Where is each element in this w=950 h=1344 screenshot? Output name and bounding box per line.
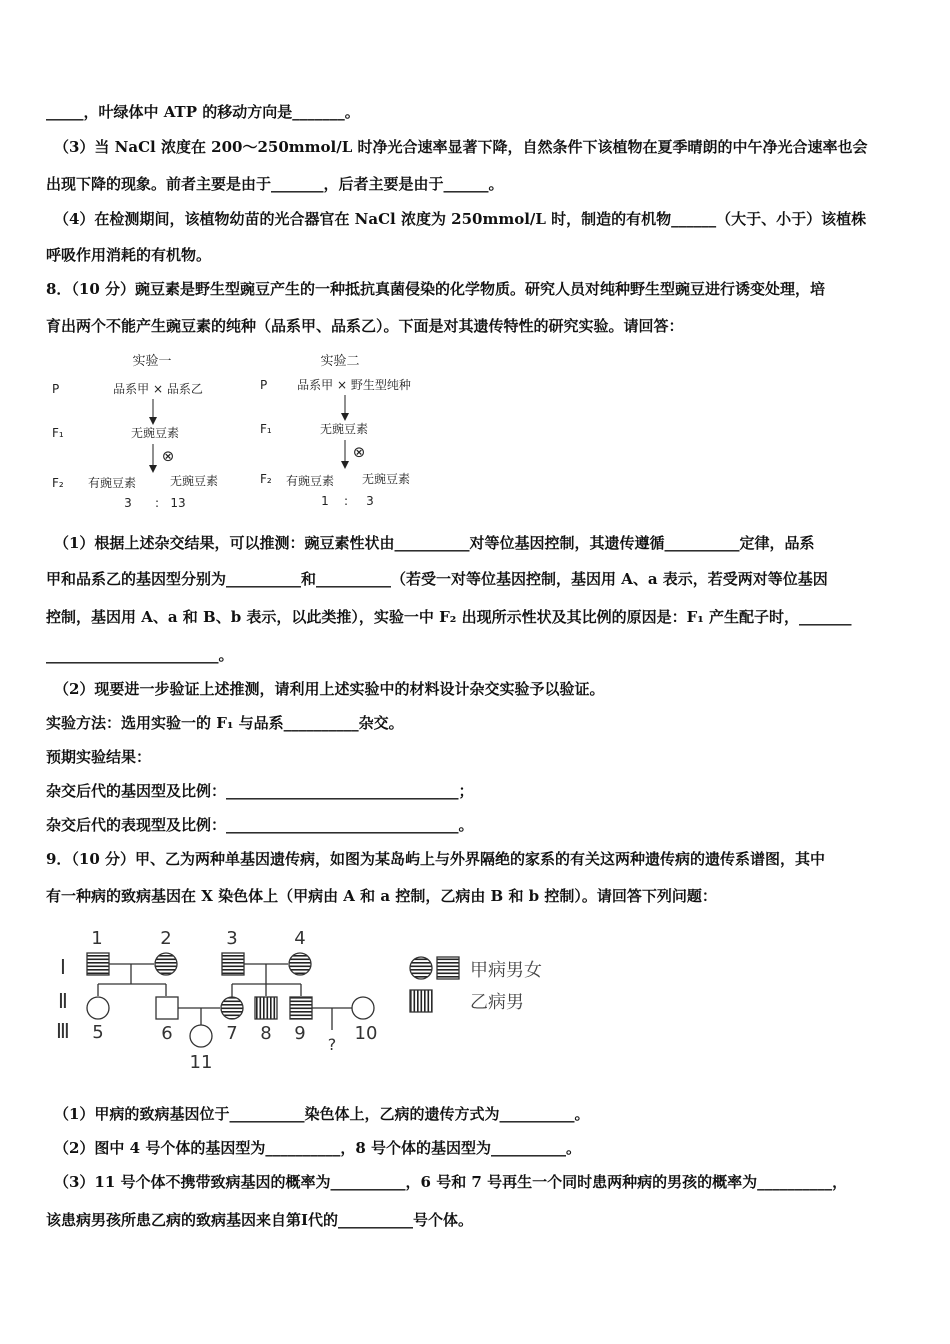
individual-number: 1 bbox=[91, 928, 103, 949]
arrow-head bbox=[341, 413, 349, 421]
legend-male-yi-icon bbox=[410, 990, 432, 1012]
text-line: 甲和品系乙的基因型分别为__________和__________（若受一对等位基因控制，基因用 A、a 表示，若受两对等位基因 bbox=[46, 570, 828, 588]
exp1-ratio-a: 3 bbox=[124, 496, 132, 510]
individual-number: 3 bbox=[226, 928, 238, 949]
exp1-f2-none: 无豌豆素 bbox=[169, 474, 219, 488]
individual-number: 8 bbox=[260, 1023, 272, 1044]
text-line: 呼吸作用消耗的有机物。 bbox=[46, 246, 212, 264]
question-9: 9．（10 分）甲、乙为两种单基因遗传病，如图为某岛屿上与外界隔绝的家系的有关这两种遗传病的遗传系谱图，其中 bbox=[46, 850, 826, 868]
individual-number: 11 bbox=[189, 1052, 213, 1073]
exp2-f1-phenotype: 无豌豆素 bbox=[319, 422, 369, 436]
exp2-title: 实验二 bbox=[320, 354, 360, 369]
individual-3 bbox=[222, 953, 244, 975]
exp2-f2-none: 无豌豆素 bbox=[361, 472, 411, 486]
generation-label: Ⅲ bbox=[56, 1019, 70, 1043]
exp2-f2-has: 有豌豆素 bbox=[285, 474, 335, 488]
gen-f1-label: F₁ bbox=[260, 422, 272, 436]
text-line: （4）在检测期间，该植物幼苗的光合器官在 NaCl 浓度为 250mmol/L 时，制造的有机物______（大于、小于）该植株 bbox=[54, 210, 867, 228]
text-line: 实验方法：选用实验一的 F₁ 与品系__________杂交。 bbox=[46, 714, 404, 732]
text-line: （1）甲病的致病基因位于__________染色体上，乙病的遗传方式为__________。 bbox=[54, 1105, 590, 1123]
gen-p-label: P bbox=[260, 378, 268, 392]
individual-4 bbox=[289, 953, 311, 975]
legend-jia: 甲病男女 bbox=[470, 960, 542, 981]
exp1-title: 实验一 bbox=[132, 354, 172, 369]
text-line: 育出两个不能产生豌豆素的纯种（品系甲、品系乙）。下面是对其遗传特性的研究实验。请回答： bbox=[46, 317, 684, 335]
text-line: 出现下降的现象。前者主要是由于_______，后者主要是由于______。 bbox=[46, 175, 504, 193]
unknown-offspring-mark: ? bbox=[327, 1035, 337, 1054]
generation-label: Ⅱ bbox=[58, 989, 68, 1013]
individual-1 bbox=[87, 953, 109, 975]
individual-8 bbox=[255, 997, 277, 1019]
individual-2 bbox=[155, 953, 177, 975]
text-line: （2）图中 4 号个体的基因型为__________，8 号个体的基因型为__________。 bbox=[54, 1139, 581, 1157]
individual-number: 7 bbox=[226, 1023, 238, 1044]
text-line: 该患病男孩所患乙病的致病基因来自第Ⅰ代的__________号个体。 bbox=[46, 1211, 474, 1229]
text-line: 杂交后代的基因型及比例：_______________________________； bbox=[46, 782, 474, 800]
arrow-head bbox=[149, 417, 157, 425]
text-line: _______________________。 bbox=[46, 646, 234, 664]
pea-experiment-diagram bbox=[44, 345, 424, 515]
exp1-f2-has: 有豌豆素 bbox=[87, 476, 137, 490]
pedigree-chart bbox=[46, 920, 586, 1075]
text-line: 预期实验结果： bbox=[46, 748, 152, 766]
exp2-ratio-colon: : bbox=[343, 494, 349, 508]
legend-female-jia-icon bbox=[410, 957, 432, 979]
individual-number: 9 bbox=[294, 1023, 306, 1044]
gen-f2-label: F₂ bbox=[260, 472, 272, 486]
individual-10 bbox=[352, 997, 374, 1019]
exp1-ratio-colon: : bbox=[154, 496, 160, 510]
gen-f2-label: F₂ bbox=[52, 476, 64, 490]
arrow-head bbox=[149, 465, 157, 473]
text-line: （1）根据上述杂交结果，可以推测：豌豆素性状由__________对等位基因控制，其遗传遵循__________定律，品系 bbox=[54, 534, 815, 552]
gen-p-label: P bbox=[52, 382, 60, 396]
individual-number: 5 bbox=[92, 1022, 104, 1043]
individual-11 bbox=[190, 1025, 212, 1047]
text-line: _____，叶绿体中 ATP 的移动方向是_______。 bbox=[46, 103, 360, 121]
arrow-head bbox=[341, 461, 349, 469]
generation-label: Ⅰ bbox=[60, 955, 66, 979]
selfing-symbol: ⊗ bbox=[352, 443, 366, 461]
exp1-ratio-b: 13 bbox=[170, 496, 186, 510]
text-line: （3）当 NaCl 浓度在 200～250mmol/L 时净光合速率显著下降，自然条件下该植物在夏季晴朗的中午净光合速率也会 bbox=[54, 138, 868, 156]
individual-number: 10 bbox=[354, 1023, 378, 1044]
text-line: 有一种病的致病基因在 X 染色体上（甲病由 A 和 a 控制，乙病由 B 和 b 控制）。请回答下列问题： bbox=[46, 887, 717, 905]
individual-6 bbox=[156, 997, 178, 1019]
gen-f1-label: F₁ bbox=[52, 426, 64, 440]
text-line: （2）现要进一步验证上述推测，请利用上述实验中的材料设计杂交实验予以验证。 bbox=[54, 680, 605, 698]
individual-5 bbox=[87, 997, 109, 1019]
exp1-f1-phenotype: 无豌豆素 bbox=[130, 426, 180, 440]
text-line: 控制，基因用 A、a 和 B、b 表示，以此类推），实验一中 F₂ 出现所示性状及其比例的原因是：F₁ 产生配子时，_______ bbox=[46, 608, 852, 626]
individual-7 bbox=[221, 997, 243, 1019]
legend-yi: 乙病男 bbox=[470, 992, 524, 1013]
individual-9 bbox=[290, 997, 312, 1019]
legend-male-jia-icon bbox=[437, 957, 459, 979]
exp2-ratio-b: 3 bbox=[366, 494, 374, 508]
question-8: 8．（10 分）豌豆素是野生型豌豆产生的一种抵抗真菌侵染的化学物质。研究人员对纯种野生型豌豆进行诱变处理，培 bbox=[46, 280, 826, 298]
exp2-cross: 品系甲 × 野生型纯种 bbox=[297, 378, 411, 392]
exp1-cross: 品系甲 × 品系乙 bbox=[113, 382, 203, 396]
text-line: （3）11 号个体不携带致病基因的概率为__________，6 号和 7 号再生一个同时患两种病的男孩的概率为__________， bbox=[54, 1173, 848, 1191]
selfing-symbol: ⊗ bbox=[161, 447, 175, 465]
individual-number: 6 bbox=[161, 1023, 173, 1044]
text-line: 杂交后代的表现型及比例：_______________________________。 bbox=[46, 816, 474, 834]
individual-number: 2 bbox=[160, 928, 172, 949]
individual-number: 4 bbox=[294, 928, 306, 949]
exp2-ratio-a: 1 bbox=[321, 494, 329, 508]
